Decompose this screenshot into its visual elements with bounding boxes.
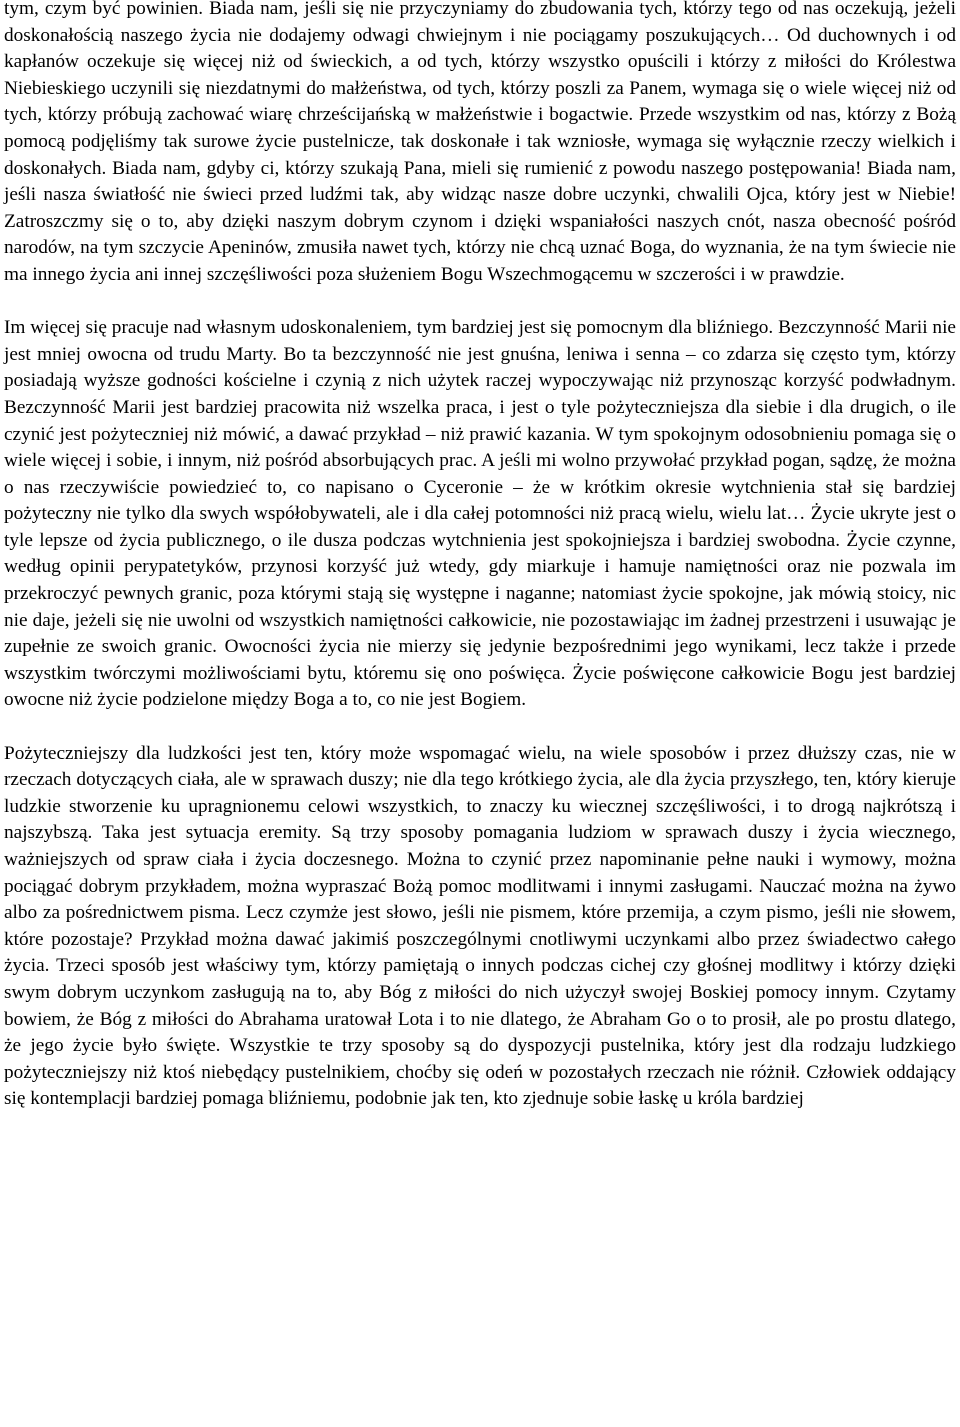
paragraph-1: tym, czym być powinien. Biada nam, jeśli się nie przyczyniamy do zbudowania tych, którzy tego od nas oczekują, jeżeli doskonałością naszego życia nie dodajemy odwagi chwiejnym i nie pociągamy poszukujących… Od duchownych i od kapłanów oczekuje się więcej niż od świeckich, a od tych, którzy wszystko opuścili i którzy z miłości do Królestwa Niebieskiego uczynili się niezdatnymi do małżeństwa, od tych, którzy poszli za Panem, wymaga się o wiele więcej niż od tych, którzy próbują zachować wiarę chrześcijańską w małżeństwie i bogactwie. Przede wszystkim od nas, którzy z Bożą pomocą podjęliśmy tak surowe życie pustelnicze, tak doskonałe i tak wzniosłe, wymaga się wyłącznie rzeczy wielkich i doskonałych. Biada nam, gdyby ci, którzy szukają Pana, mieli się rumienić z powodu naszego postępowania! Biada nam, jeśli nasza światłość nie świeci przed ludźmi tak, aby widząc nasze dobre uczynki, chwalili Ojca, który jest w Niebie! Zatroszczmy się o to, aby dzięki naszym dobrym czynom i dzięki wspaniałości naszych cnót, nasza obecność pośród narodów, na tym szczycie Apeninów, zmusiła nawet tych, którzy nie chcą uznać Boga, do wyznania, że na tym świecie nie ma innego życia ani innej szczęśliwości poza służeniem Bogu Wszechmogącemu w szczerości i w prawdzie.: [4, 0, 956, 285]
paragraph-3: Pożyteczniejszy dla ludzkości jest ten, który może wspomagać wielu, na wiele sposobów i przez dłuższy czas, nie w rzeczach dotyczących ciała, ale w sprawach duszy; nie dla tego krótkiego życia, ale dla życia przyszłego, ten, który kieruje ludzkie stworzenie ku upragnionemu celowi wszystkich, to znaczy ku wiecznej szczęśliwości, i to drogą najkrótszą i najszybszą. Taka jest sytuacja eremity. Są trzy sposoby pomagania ludziom w sprawach duszy i życia wiecznego, ważniejszych od spraw ciała i życia doczesnego. Można to czynić przez napominanie pełne nauki i wymowy, można pociągać dobrym przykładem, można wypraszać Bożą pomoc modlitwami i innymi zasługami. Nauczać można na żywo albo za pośrednictwem pisma. Lecz czymże jest słowo, jeśli nie pismem, które przemija, a czym pismo, jeśli nie słowem, które pozostaje? Przykład można dawać jakimiś poszczególnymi cnotliwymi uczynkami albo przez świadectwo całego życia. Trzeci sposób jest właściwy tym, którzy pamiętają o innych podczas cichej czy głośnej modlitwy i którzy dzięki swym dobrym uczynkom zasługują na to, aby Bóg z miłości do nich użyczył swojej Boskiej pomocy innym. Czytamy bowiem, że Bóg z miłości do Abrahama uratował Lota i to nie dlatego, że Abraham Go o to prosił, ale po prostu dlatego, że jego życie było święte. Wszystkie te trzy sposoby są do dyspozycji pustelnika, który jest dla rodzaju ludzkiego pożyteczniejszy niż ktoś niebędący pustelnikiem, choćby się odeń w pozostałych rzeczach nie różnił. Człowiek oddający się kontemplacji bardziej pomaga bliźniemu, podobnie jak ten, kto zjednuje sobie łaskę u króla bardziej: [4, 742, 956, 1110]
document-page: [4, 0, 956, 1113]
paragraph-2: Im więcej się pracuje nad własnym udoskonaleniem, tym bardziej jest się pomocnym dla bliźniego. Bezczynność Marii nie jest mniej owocna od trudu Marty. Bo ta bezczynność nie jest gnuśna, leniwa i senna – co zdarza się często tym, którzy posiadają wyższe godności kościelne i czynią z nich użytek raczej wypoczywając niż przynosząc korzyść podwładnym. Bezczynność Marii jest bardziej pracowita niż wszelka praca, i jest o tyle pożyteczniejsza dla siebie i dla drugich, o ile czynić jest pożyteczniej niż mówić, a dawać przykład – niż prawić kazania. W tym spokojnym odosobnieniu pomaga się o wiele więcej i sobie, i innym, niż pośród absorbujących prac. A jeśli mi wolno przywołać przykład pogan, sądzę, że można o nas rzeczywiście powiedzieć to, co napisano o Cyceronie – że w krótkim okresie wytchnienia stał się bardziej pożyteczny nie tylko dla swych współobywateli, ale i dla całej potomności niż pracą wielu, wielu lat… Życie ukryte jest o tyle lepsze od życia publicznego, o ile dusza podczas wytchnienia jest spokojniejsza i bardziej swobodna. Życie czynne, według opinii perypatetyków, przynosi korzyść już wtedy, gdy miarkuje i hamuje namiętności oraz nie pozwala im przekroczyć pewnych granic, poza którymi stają się występne i naganne; natomiast życie spokojne, jak mówią stoicy, nic nie daje, jeżeli się nie uwolni od wszystkich namiętności całkowicie, nie pozostawiając im żadnej przestrzeni i usuwając je zupełnie ze swoich granic. Owocności życia nie mierzy się jedynie bezpośrednimi jego wynikami, lecz także i przede wszystkim twórczymi możliwościami bytu, któremu się ono poświęca. Życie poświęcone całkowicie Bogu jest bardziej owocne niż życie podzielone między Boga a to, co nie jest Bogiem.: [4, 317, 956, 711]
